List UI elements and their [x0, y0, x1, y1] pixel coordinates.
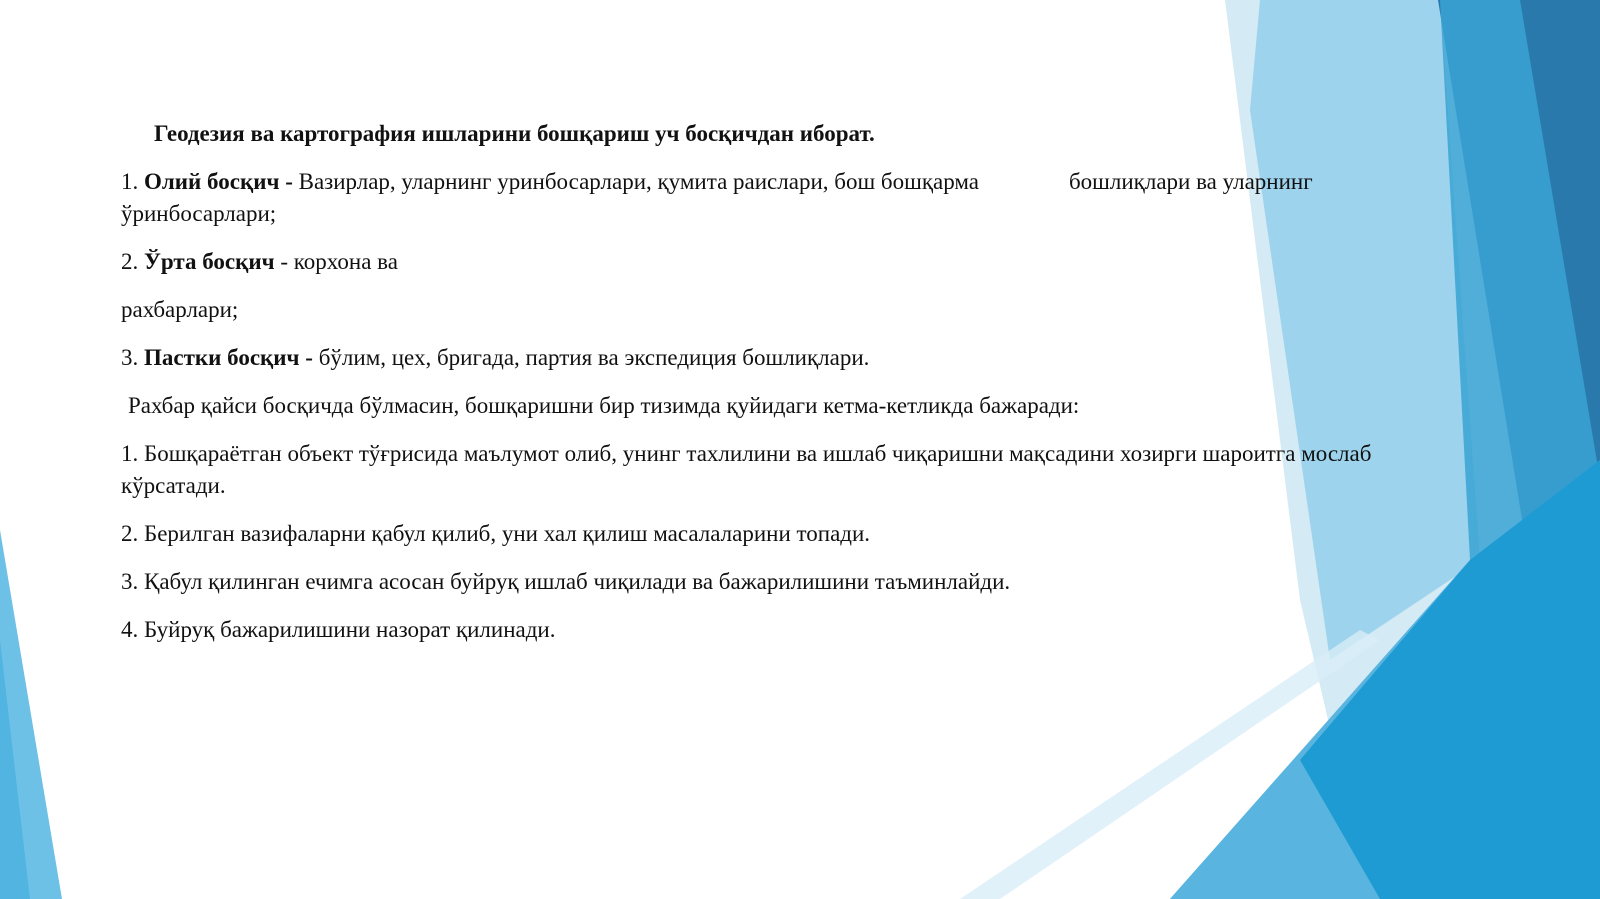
level-3-separator: - [299, 345, 319, 370]
orphan-line: рахбарлари; [121, 297, 239, 322]
level-3-text: бўлим, цех, бригада, партия ва экспедиция бошлиқлари. [318, 345, 870, 370]
step-item-4: 4. Буйруқ бажарилишини назорат қилинади. [121, 617, 556, 642]
level-1-number: 1. [121, 169, 144, 194]
level-item-3 [121, 342, 1381, 374]
step-item-1: 1. Бошқараётган объект тўғрисида маълумот олиб, унинг тахлилини ва ишлаб чиқаришни мақсадини хозирги шароитга мослаб кўрсатади. [121, 441, 1372, 498]
level-1-text: Вазирлар, уларнинг уринбосарлари, қумита раислари, бош бошқарма [298, 169, 979, 194]
level-2-text: корхона ва [293, 249, 398, 274]
level-2-name: Ўрта босқич [144, 249, 275, 274]
slide-body [121, 118, 1381, 662]
level-2-separator: - [274, 249, 294, 274]
level-1-name: Олий босқич [144, 169, 280, 194]
step-item-2: 2. Берилган вазифаларни қабул қилиб, уни хал қилиш масалаларини топади. [121, 521, 871, 546]
level-2-number: 2. [121, 249, 144, 274]
level-1-text-cont: бошлиқлари ва уларнинг ўринбосарлари; [121, 169, 1313, 226]
level-3-name: Пастки босқич [144, 345, 300, 370]
level-item-2 [121, 246, 1381, 278]
slide-title: Геодезия ва картография ишларини бошқариш уч босқичдан иборат. [154, 121, 875, 146]
intro-line: Рахбар қайси босқичда бўлмасин, бошқаришни бир тизимда қуйидаги кетма-кетликда бажаради: [128, 393, 1080, 418]
step-item-3: 3. Қабул қилинган ечимга асосан буйруқ ишлаб чиқилади ва бажарилишини таъминлайди. [121, 569, 1011, 594]
level-item-1 [121, 166, 1381, 230]
level-1-separator: - [279, 169, 299, 194]
level-3-number: 3. [121, 345, 144, 370]
